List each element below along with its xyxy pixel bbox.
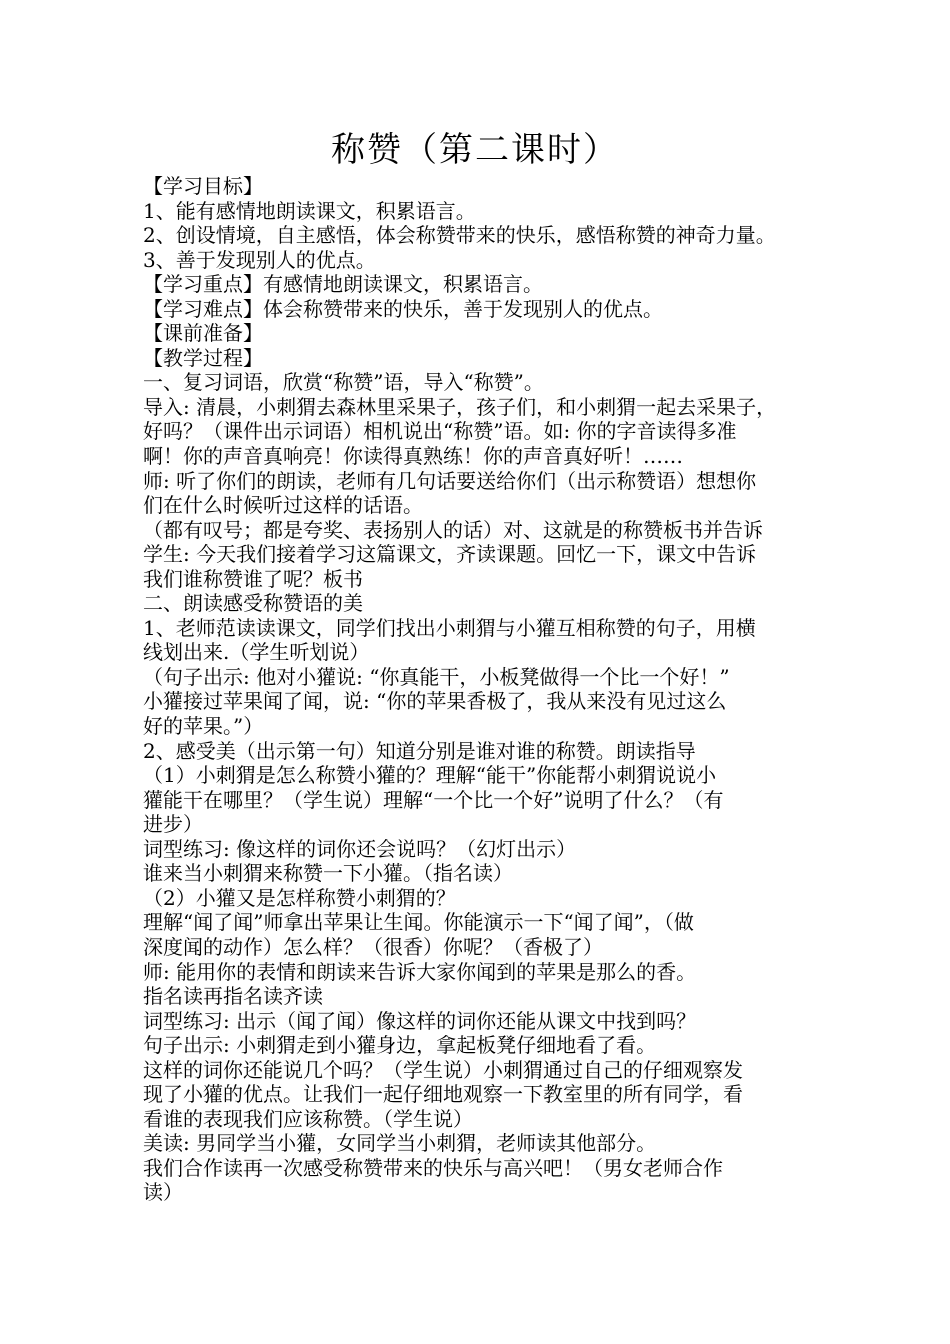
text-line: 深度闻的动作）怎么样？（很香）你呢？（香极了） [143,934,603,959]
text-line: （都有叹号；都是夸奖、表扬别人的话）对、这就是的称赞板书并告诉 [143,517,763,542]
text-line: 3、善于发现别人的优点。 [143,247,376,272]
text-line: 进步） [143,812,203,837]
text-line: 导入: 清晨，小刺猬去森林里采果子，孩子们，和小刺猬一起去采果子， [143,394,777,419]
text-line: 1、能有感情地朗读课文，积累语言。 [143,198,476,223]
text-line: 啊！你的声音真响亮！你读得真熟练！你的声音真好听！…… [143,444,683,469]
text-line: 小獾接过苹果闻了闻，说: “你的苹果香极了，我从来没有见过这么 [143,689,727,714]
text-line: 【教学过程】 [143,345,263,370]
text-line: 獾能干在哪里？（学生说）理解“一个比一个好”说明了什么？（有 [143,787,724,812]
text-line: 2、感受美（出示第一句）知道分别是谁对谁的称赞。朗读指导 [143,738,696,763]
text-line: 师: 听了你们的朗读，老师有几句话要送给你们（出示称赞语）想想你 [143,468,757,493]
text-line: 词型练习: 出示（闻了闻）像这样的词你还能从课文中找到吗？ [143,1008,697,1033]
text-line: （句子出示: 他对小獾说: “你真能干，小板凳做得一个比一个好！” [143,664,730,689]
text-line: 学生: 今天我们接着学习这篇课文，齐读课题。回忆一下，课文中告诉 [143,542,757,567]
text-line: 美读: 男同学当小獾，女同学当小刺猬，老师读其他部分。 [143,1131,657,1156]
text-line: 好的苹果。”） [143,714,264,739]
text-line: 词型练习: 像这样的词你还会说吗？（幻灯出示） [143,836,577,861]
text-line: 【学习目标】 [143,174,263,198]
document-body [143,174,823,1205]
text-line: 二、朗读感受称赞语的美 [143,591,363,616]
text-line: 们在什么时候听过这样的话语。 [143,493,423,518]
text-line: 【学习难点】体会称赞带来的快乐，善于发现别人的优点。 [143,296,663,321]
text-line: 现了小獾的优点。让我们一起仔细地观察一下教室里的所有同学，看 [143,1082,743,1107]
text-line: 一、复习词语，欣赏“称赞”语，导入“称赞”。 [143,370,544,395]
text-line: 我们谁称赞谁了呢？板书 [143,566,363,591]
text-line: 【课前准备】 [143,321,263,346]
text-line: 好吗？（课件出示词语）相机说出“称赞”语。如: 你的字音读得多准 [143,419,737,444]
text-line: 这样的词你还能说几个吗？（学生说）小刺猬通过自己的仔细观察发 [143,1057,743,1082]
text-line: （2）小獾又是怎样称赞小刺猬的？ [143,885,456,910]
text-line: （1）小刺猬是怎么称赞小獾的？理解“能干”你能帮小刺猬说说小 [143,763,717,788]
text-line: 师: 能用你的表情和朗读来告诉大家你闻到的苹果是那么的香。 [143,959,697,984]
text-line: 我们合作读再一次感受称赞带来的快乐与高兴吧！（男女老师合作 [143,1155,723,1180]
text-line: 【学习重点】有感情地朗读课文，积累语言。 [143,272,543,297]
document-title: 称赞（第二课时） [331,130,619,170]
text-line: 线划出来.（学生听划说） [143,640,370,665]
text-line: 指名读再指名读齐读 [143,984,323,1009]
text-line: 2、创设情境，自主感悟，体会称赞带来的快乐，感悟称赞的神奇力量。 [143,223,776,248]
text-line: 谁来当小刺猬来称赞一下小獾。（指名读） [143,861,513,886]
text-line: 读） [143,1180,183,1205]
text-line: 看谁的表现我们应该称赞。（学生说） [143,1106,473,1131]
text-line: 理解“闻了闻”师拿出苹果让生闻。你能演示一下“闻了闻”，（做 [143,910,694,935]
text-line: 1、老师范读读课文，同学们找出小刺猬与小獾互相称赞的句子，用横 [143,615,756,640]
text-line: 句子出示: 小刺猬走到小獾身边，拿起板凳仔细地看了看。 [143,1033,657,1058]
